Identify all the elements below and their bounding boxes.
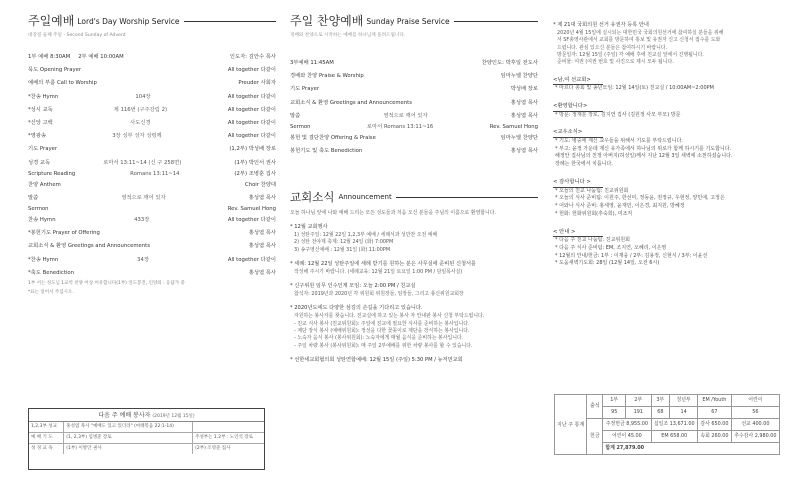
stats-side-label: 지난 주 통계 [555, 395, 587, 455]
next-week-cell: (1부) 이방안 권사 [64, 443, 193, 454]
election-line: 드립니다. 관심 있으신 분들은 참여하시기 바랍니다. [557, 44, 668, 51]
next-week-cell: (1, 2,3부) 임병준 장로 [64, 433, 193, 444]
next-week-cell: (2부) 조영준 집사 [195, 445, 231, 451]
order-detail: 34장 [137, 256, 149, 263]
order-item: *찬송 Hymn [28, 256, 59, 263]
choir-note: 1부 서는 성도님 1교역 찬양 어상 어유합니다(1부) 연도봉진, 인양의 : 응답가 중 [28, 280, 185, 286]
news-item [290, 357, 538, 365]
order-item: 말씀 [28, 194, 39, 201]
order-item: 찬양 Anthem [28, 181, 61, 188]
praise-order-row [290, 123, 538, 132]
praise-order-row [290, 145, 538, 158]
worship-order-row [28, 156, 276, 169]
order-leader: 홍성엽 목사 [248, 243, 276, 250]
order-leader: (2부) 조병훈 집사 [234, 170, 276, 177]
worship-order-row [28, 90, 276, 103]
news-detail: 참석자: 2019년과 2020년 각 위원회 위원장들, 임장들, 그리고 총신위원교회장 [294, 291, 464, 298]
news-title [290, 190, 538, 204]
order-detail: 로마서 13:11~14 (신 구 258면) [103, 159, 182, 166]
election-line: 2020년 4월 15일에 실시되는 대한민국 국회의원선거에 참여하실 분들을 위해 [557, 29, 724, 36]
stat-value: 191 [626, 407, 651, 419]
praise-service-time: 3부예배 11:45AM [290, 60, 334, 67]
order-item: 교회소식 & 환영 Greetings and Announcements [290, 99, 413, 106]
praise-order-row [290, 96, 538, 109]
second-service-time: 2부 예배 10:00AM [78, 54, 124, 61]
next-week-cell: 주성부는 1.2부 : 노인석 장로 [193, 433, 264, 444]
worship-title-en: Lord's Day Worship Service [77, 16, 180, 26]
order-leader: All together 다같이 [227, 106, 276, 113]
standing-note: *표는 일어서 주십시오. [28, 290, 74, 296]
stat-header: 2부 [626, 395, 651, 407]
order-leader: 홍성엽 목사 [248, 194, 276, 201]
order-item: 교회소식 & 환영 Greetings and Announcements [28, 243, 151, 250]
next-week-box [28, 408, 265, 470]
section-item: * 오늘의 식사 준비팀: 이원주, 한선미, 정동윤, 권정규, 우현정, 양민애, 고정은 [555, 195, 725, 202]
order-leader: (1부) 박인서 권사 [234, 159, 276, 166]
news-heading: * 2020년도에도 다양한 섬김의 손길을 기다리고 있습니다. [290, 305, 423, 312]
offering-cell: 추수감사 2,980.00 [731, 431, 779, 443]
order-leader: 박성배 장로 [510, 86, 538, 93]
section-item: * 부고: 윤정 가운데 계신 유가족에서 하나님의 위로가 함께 하시기를 기도합니다. [555, 145, 732, 152]
order-leader: 홍성엽 목사 [248, 269, 276, 276]
worship-order-row [28, 130, 276, 143]
worship-order-row [28, 205, 276, 214]
news-detail: 작성해 주시기 바랍니다. (세례교육: 12월 21일 토요일 1:00 PM / 담임목사실) [294, 268, 463, 275]
attendance-label: 출석 [587, 395, 603, 419]
offering-label: 헌금 [587, 419, 603, 455]
section-item: * 다음 주 식사 준비팀: EM, 조지연, 오혜리, 이은영 [555, 244, 667, 251]
info-section [553, 103, 785, 119]
praise-title [290, 14, 538, 29]
next-week-cell: 1,2,3부 성교 [29, 422, 64, 433]
order-item: 봉헌기도 및 축도 Benediction [290, 148, 363, 155]
order-detail: 제 116번 (구주강림 2) [113, 106, 168, 113]
news-detail: - 친교 식사 봉사 (친교위원회): 주일에 친교에 필요한 식사를 준비하는 봉사입니다. [294, 320, 470, 327]
worship-order-row [28, 77, 276, 90]
praise-order-row [290, 83, 538, 96]
order-leader: 홍성엽 목사 [510, 112, 538, 119]
worship-order-row [28, 178, 276, 191]
next-week-row [29, 433, 264, 444]
info-sections [553, 77, 785, 269]
next-week-table [29, 422, 264, 454]
offering-cell: 주정헌금 8,955.00 [603, 419, 651, 431]
next-week-cell: 예 배 기 도 [29, 433, 64, 444]
order-leader: Rev. Samuel Hong [489, 123, 538, 130]
order-item: Sermon [28, 205, 49, 212]
order-leader: Rev. Samuel Hong [227, 205, 276, 212]
election-body [553, 30, 785, 52]
section-item: * 12월의 안내/헌금: 1부 : 이재웅 / 2부: 김용정, 신현식 / 3부: 이윤선 [555, 252, 708, 259]
news-item [290, 283, 538, 298]
praise-order-row [290, 132, 538, 145]
worship-order-row [28, 214, 276, 227]
news-heading: * 세례: 12월 22일 성탄주일에 세례 받기를 원하는 분은 사무실에 준비된 신청서를 [290, 261, 477, 268]
praise-subtitle: 경배와 찬양으로 시작하는 예배를 하나님께 올려드립니다. [290, 33, 406, 38]
leader: 인도자: 김안수 목사 [229, 54, 276, 61]
section-item: 해정안 집사님의 친정 아버지(허성일)께서 지난 12월 3일 새벽에 소천하셨습니다. [555, 153, 733, 160]
order-item: 봉헌 및 결단찬양 Offering & Praise [290, 134, 376, 141]
stat-header: 3부 [651, 395, 670, 407]
news-item [290, 224, 538, 254]
section-item: * 헌화: 헌화위원회(추숙희), 미조직 [555, 210, 633, 217]
news-heading: * 12월 교회행사 [290, 224, 328, 231]
order-detail: 영적으로 깨어 있자 [121, 194, 166, 201]
worship-title [28, 14, 276, 29]
order-detail: 3장 성부 성자 성령께 [112, 133, 162, 140]
order-leader: Choir 찬양대 [245, 181, 276, 188]
stat-header: 청년부 [670, 395, 698, 407]
section-item: * 어와나 식사 준비: 홍세영, 윤재민, 이은경, 최지원, 방혜정 [555, 203, 685, 210]
order-leader: 홍성엽 목사 [248, 230, 276, 237]
worship-order-row [28, 240, 276, 253]
order-detail: Romans 13:11~14 [130, 170, 180, 177]
order-leader: All together 다같이 [227, 119, 276, 126]
praise-order-list [290, 70, 538, 158]
order-leader: All together 다같이 [227, 256, 276, 263]
news-intro: 오늘 하나님 앞에 나와 예배 드리는 모든 성도들과 처음 오신 분들을 주님의 이름으로 환영합니다. [290, 210, 497, 217]
election-heading: * 제 21대 국회의원 선거 유권자 등록 안내 [553, 22, 649, 28]
praise-title-en: Sunday Praise Service [366, 16, 450, 26]
service-times [28, 51, 276, 64]
worship-subtitle: 대강절 둘째 주일 - Second Sunday of Advent [28, 33, 126, 38]
worship-order-row [28, 64, 276, 77]
order-leader: All together 다같이 [227, 67, 276, 74]
offering-cell: EM 658.00 [651, 431, 698, 443]
order-item: *성시 교독 [28, 106, 53, 113]
news-detail: - 제단 장식 봉사 (예배위원회): 정성을 다한 꽃꽂이로 제단을 장식하는 봉사입니다. [294, 327, 470, 334]
offering-cell: 어린이 45.00 [603, 431, 651, 443]
order-item: Scripture Reading [28, 170, 76, 177]
next-week-cell [193, 422, 264, 433]
news-item [290, 261, 538, 276]
election-notice [553, 22, 785, 67]
order-item: *신앙 고백 [28, 119, 53, 126]
worship-order-row [28, 143, 276, 156]
order-item: *봉헌기도 Prayer of Offering [28, 230, 100, 237]
stat-value: 68 [651, 407, 670, 419]
order-item: *축도 Benediction [28, 269, 74, 276]
offering-cell: 선교 400.00 [731, 419, 779, 431]
stat-header: 1부 [603, 395, 626, 407]
title-rule [396, 197, 538, 198]
news-title-en: Announcement [338, 192, 392, 201]
info-column [553, 0, 785, 268]
news-detail: - 노숙자 음식 봉사 (봉사위원회): 노숙자에게 매월 음식을 준비하는 봉사입니다. [294, 335, 464, 342]
weekly-stats-table [554, 394, 780, 455]
order-leader: All together 다같이 [227, 133, 276, 140]
first-service-time: 1부 예배 8:30AM [28, 54, 71, 61]
order-item: 기도 Prayer [28, 146, 58, 153]
news-list [290, 224, 538, 365]
news-detail: 1) 성탄주일: 12월 22일 1,2,3부 예배 / 세례식과 성만찬 오전 예배 [294, 232, 438, 239]
stat-value: 95 [603, 407, 626, 419]
offering-cell: 감사 650.00 [698, 419, 732, 431]
praise-time [290, 57, 538, 70]
stat-value: 67 [698, 407, 732, 419]
order-detail: 영적으로 깨어 있자 [383, 112, 428, 119]
praise-leader: 찬양인도: 박후일 전도사 [481, 60, 538, 67]
order-item: 경배와 찬양 Praise & Worship [290, 73, 364, 80]
section-item: * 기도: 병중에 계신 교우들을 위해서 기도를 부탁드립니다. [555, 137, 683, 144]
worship-column [28, 0, 276, 296]
praise-title-ko: 주일 찬양예배 [290, 14, 364, 28]
praise-order-row [290, 70, 538, 83]
order-item: 예배의 부름 Call to Worship [28, 80, 97, 87]
order-detail: 433장 [134, 217, 150, 224]
section-heading: < 안내 > [553, 229, 785, 238]
next-week-date: (2019년 12월 15일) [152, 414, 195, 419]
order-leader: (1,2부) 박성배 장로 [229, 146, 276, 153]
section-item: 장례는 한국에서 치릅니다. [555, 161, 613, 168]
news-heading: * 선한세교회협의회 성탄연합예배: 12월 15일 (주일) 5:30 PM / 뉴저먼교회 [290, 357, 463, 364]
election-visit: 방문일자: 12월 15일 (주일) 각 예배 후에 친교실 앞에서 진행됩니다. [557, 51, 704, 58]
order-leader: All together 다같이 [227, 217, 276, 224]
news-detail: - 주일 차량 봉사 (봉사위원회): 매 주일 2부예배를 위한 차량 봉사를 할 수 있습니다. [294, 342, 473, 349]
worship-order-row [28, 169, 276, 178]
stat-value: 14 [670, 407, 698, 419]
news-detail: 2) 성탄 전야제 축제: 12월 24일 (화) 7:00PM [294, 239, 394, 246]
praise-column [290, 0, 538, 365]
order-leader: 임마누엘 찬양단 [500, 73, 538, 80]
stat-value: 56 [731, 407, 779, 419]
stat-header: 어린이 [731, 395, 779, 407]
order-item: 말씀 [290, 112, 301, 119]
order-leader: 임마누엘 찬양단 [500, 134, 538, 141]
section-item: * 다음 주 친교 나눔팀: 친교위원회 [555, 237, 630, 244]
order-item: 성경 교독 [28, 159, 51, 166]
section-heading: <남,여 선교회> [553, 77, 785, 86]
title-rule [184, 21, 276, 22]
info-section [553, 179, 785, 219]
worship-order-row [28, 103, 276, 116]
next-week-row [29, 422, 264, 433]
worship-order-row [28, 253, 276, 266]
stat-header: EM /Youth [698, 395, 732, 407]
praise-order-row [290, 109, 538, 122]
election-line: 서 SF총영사관에서 교회를 방문하여 홍보 및 유권자 신고 신청서 접수를 도와 [557, 37, 721, 44]
worship-order-row [28, 267, 276, 280]
title-rule [454, 21, 538, 22]
worship-order-row [28, 227, 276, 240]
worship-title-ko: 주일예배 [28, 14, 75, 28]
order-item: 묵도 Opening Prayer [28, 67, 82, 74]
section-item: * 오늘의 친교 나눔팀: 친교위원회 [555, 187, 629, 194]
worship-order-row [28, 117, 276, 130]
order-item: Sermon [290, 123, 311, 130]
offering-cell: 십일조 13,671.00 [651, 419, 698, 431]
order-detail: 104장 [135, 93, 151, 100]
order-item: *찬송 Hymn [28, 93, 59, 100]
offering-cell: 속회 260.00 [698, 431, 732, 443]
news-heading: * 신구위원 임무 인수인계 모임: 오늘 2:00 PM / 친교실 [290, 283, 416, 290]
next-week-row [29, 443, 264, 454]
next-week-title: 다음 주 예배 봉사자 (2019년 12월 15일) [29, 409, 264, 422]
order-item: 기도 Prayer [290, 86, 320, 93]
section-item: * 도움새벽기도회: 28일 (12월 14일, 오전 6시) [555, 260, 660, 267]
election-prep: 준비물: 여권 (여권 번호 및 사진으로 제시 모두 됩니다. [557, 59, 674, 66]
order-leader: All together 다같이 [227, 93, 276, 100]
order-item: *영광송 [28, 133, 46, 140]
order-item: 찬송 Hymn [28, 217, 56, 224]
info-section [553, 129, 785, 169]
worship-order-row [28, 192, 276, 205]
order-leader: 홍성엽 목사 [510, 99, 538, 106]
section-item: * 방문: 정재분 장로, 김지연 집사 (김원정 사모 부모) 방문 [555, 111, 681, 118]
order-detail: 사도신경 [130, 119, 151, 126]
next-week-cell: 성 경 교 독 [29, 443, 64, 454]
section-heading: <환영합니다> [553, 103, 785, 112]
news-title-ko: 교회소식 [290, 190, 335, 205]
order-leader: Preuder 사회자 [238, 80, 276, 87]
worship-order-list [28, 64, 276, 280]
info-section [553, 77, 785, 93]
section-heading: < 감사합니다 > [553, 179, 785, 188]
news-item [290, 305, 538, 350]
news-detail: 자원하는 봉사자를 찾습니다. 친교실에 하고 있는 봉사 자 안내판 봉사 신청 부탁드립니다. [294, 313, 485, 320]
next-week-cell: 홍성엽 목사 "예배도 있고 있더라" (마태복음 22:1-14) [64, 422, 193, 433]
section-heading: <교우소식> [553, 129, 785, 138]
info-section [553, 229, 785, 269]
offering-total: 합계 27,879.00 [603, 443, 780, 455]
section-item: * 마르다 총회 및 송년모임: 12월 14일(토) 친교실 / 10:00AM~2:00PM [555, 85, 714, 92]
order-detail: 로마서 Romans 13:11~16 [366, 123, 434, 130]
news-detail: 3) 송구영신예배 : 12월 31일 (화) 11:00PM [294, 246, 391, 253]
order-leader: 홍성엽 목사 [510, 148, 538, 155]
